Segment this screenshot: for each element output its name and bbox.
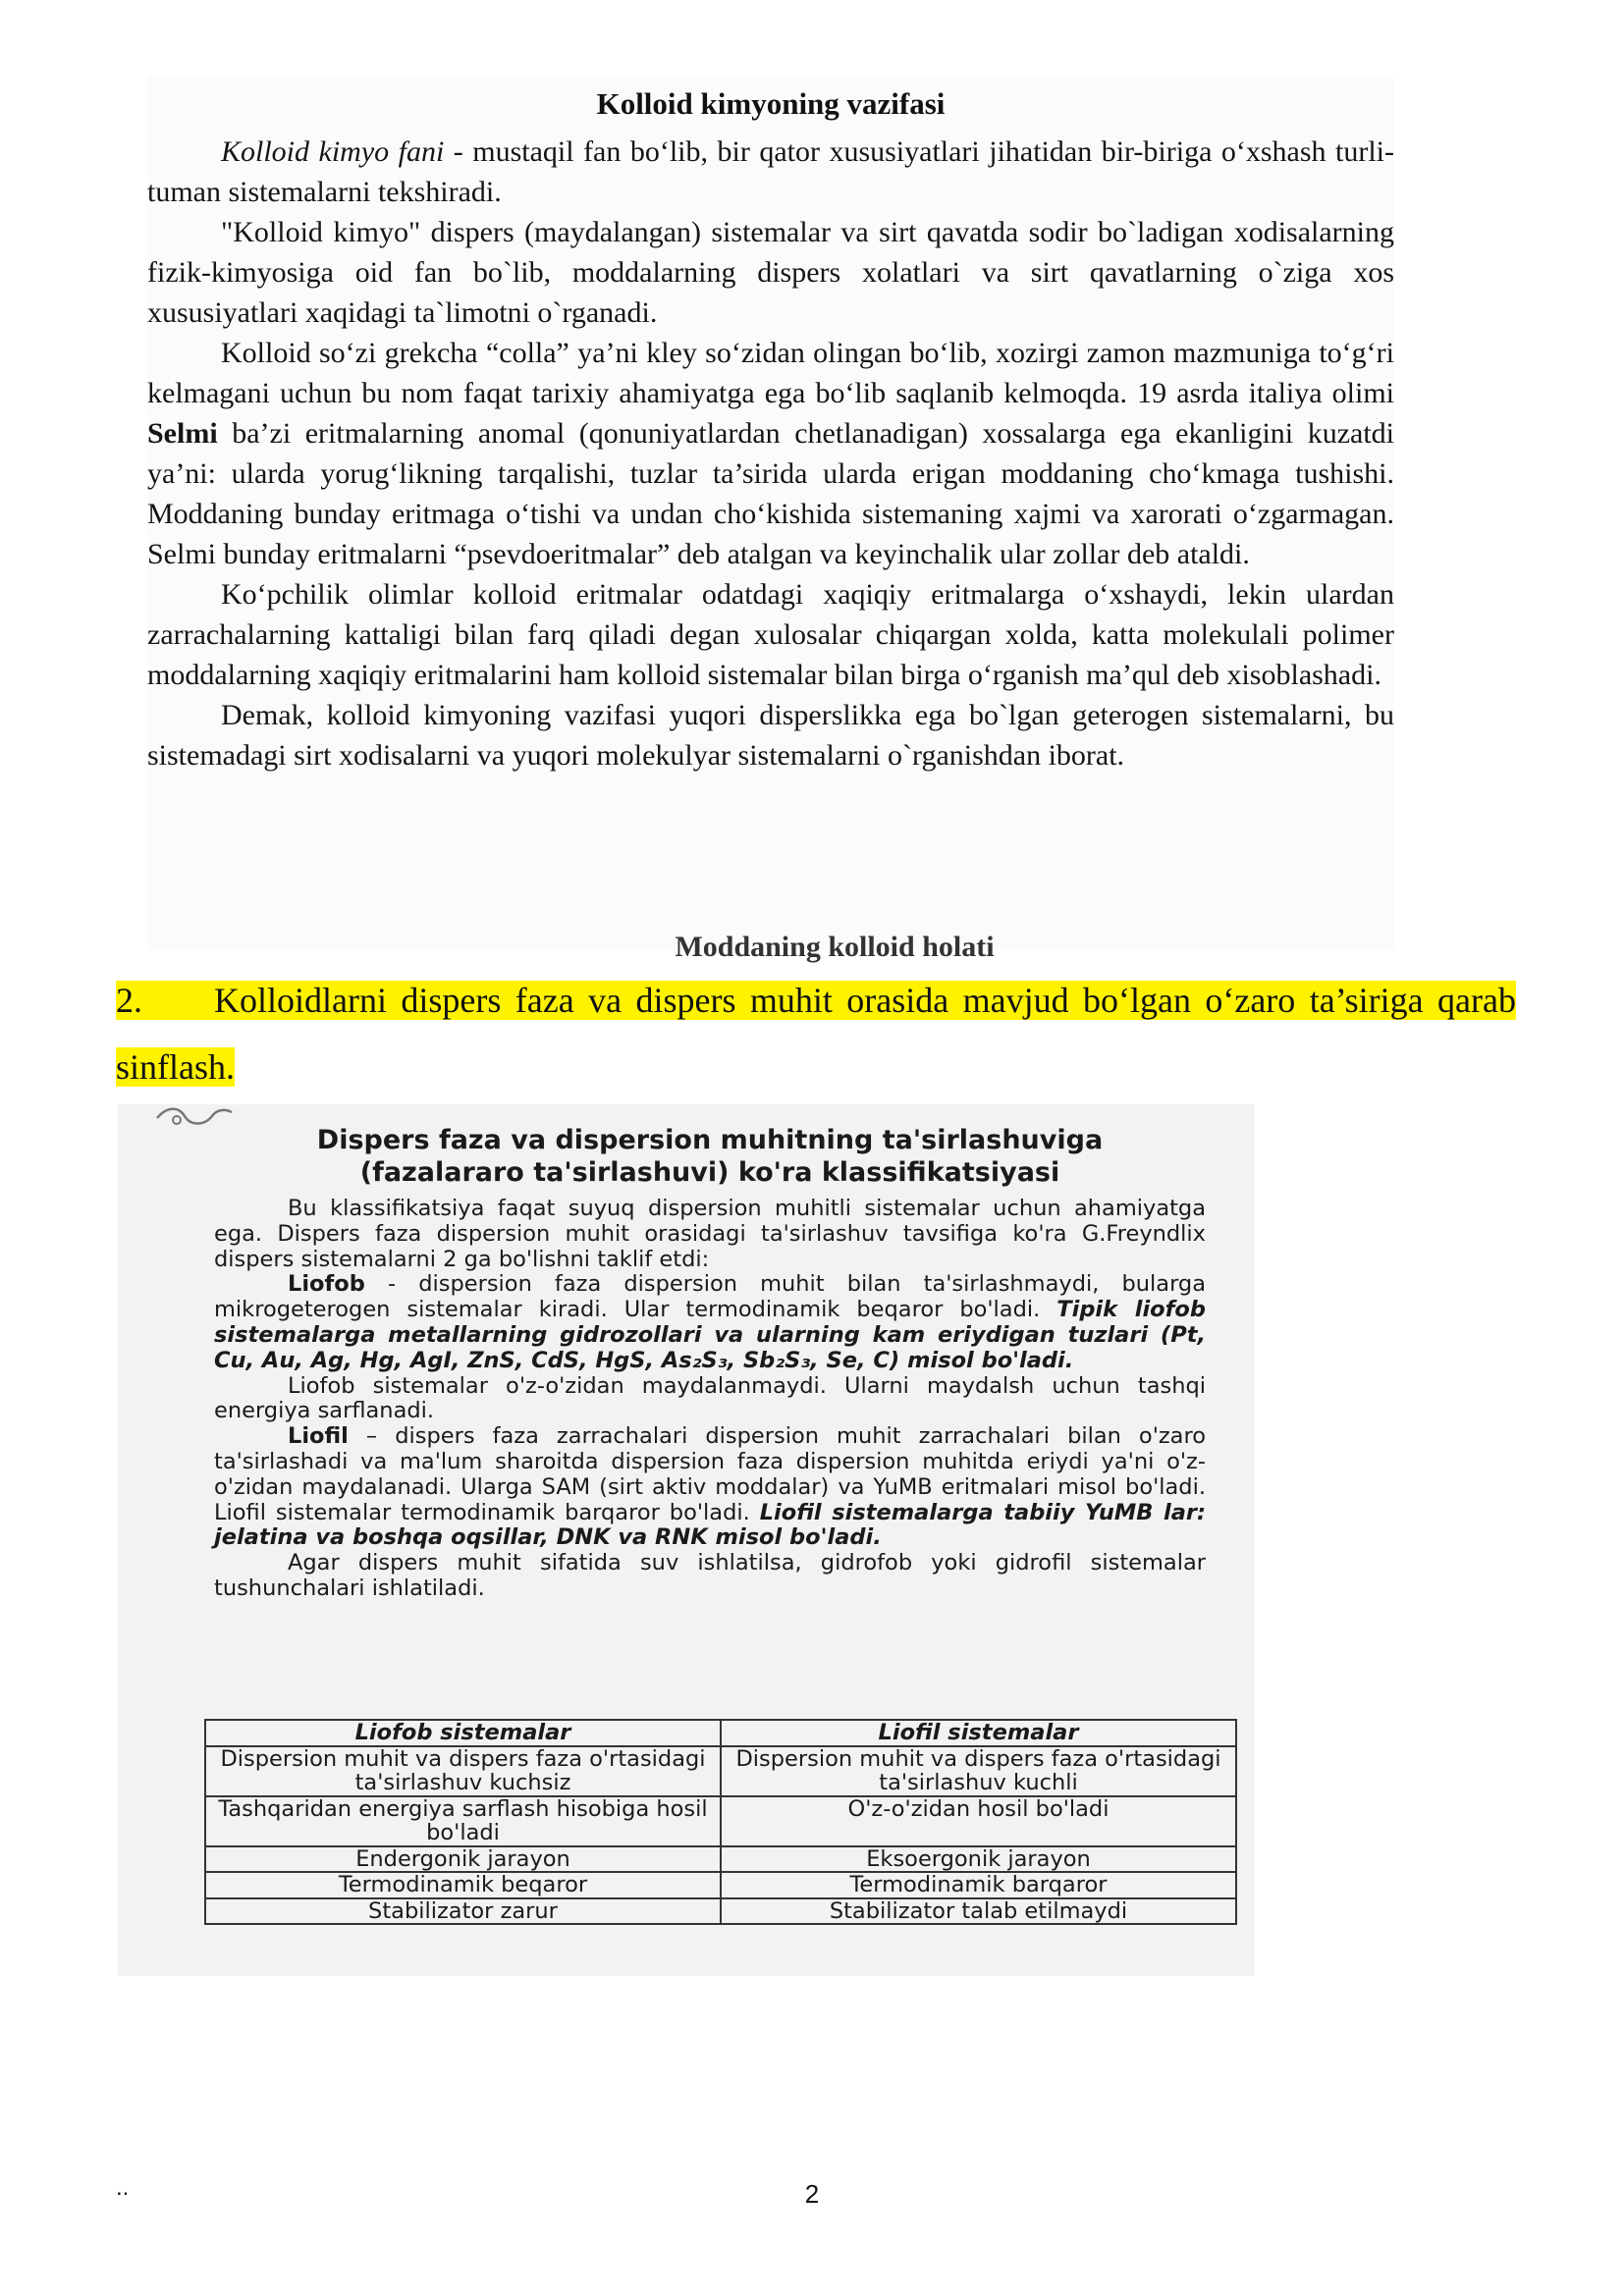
table-cell: Termodinamik beqaror	[205, 1872, 721, 1898]
scan-paragraph-liofob-2: Liofob sistemalar o'z-o'zidan maydalanmaydi. Ularni maydalsh uchun tashqi energiya sarflanadi.	[214, 1372, 1206, 1424]
highlighted-heading	[116, 967, 1516, 1100]
cutoff-heading: Moddaning kolloid holati	[675, 931, 995, 963]
bold-name: Selmi	[147, 417, 218, 450]
table-header-row	[205, 1720, 1236, 1746]
section-title: Kolloid kimyoning vazifasi	[596, 86, 946, 121]
table-row	[205, 1796, 1236, 1846]
footer-mark: ..	[116, 2174, 130, 2201]
page-number: 2	[804, 2179, 820, 2209]
italic-term: Kolloid kimyo fani	[221, 135, 445, 168]
table-cell: Tashqaridan energiya sarflash hisobiga hosil bo'ladi	[205, 1796, 721, 1846]
heading-highlight	[116, 981, 1516, 1087]
paragraph-4: Ko‘pchilik olimlar kolloid eritmalar odatdagi xaqiqiy eritmalarga o‘xshaydi, lekin ulardan zarrachalarning kattaligi bilan farq qiladi degan xulosalar chiqargan xolda, katta molekulali polimer moddalarning xaqiqiy eritmalarini ham kolloid sistemalar bilan birga o‘rganish ma’qul deb xisoblashadi.	[147, 578, 1394, 691]
paragraph-1: Kolloid kimyo fani - mustaqil fan bo‘lib, bir qator xususiyatlari jihatidan bir-biriga o‘xshash turli-tuman sistemalarni tekshiradi.	[147, 135, 1394, 208]
heading-number: 2.	[116, 981, 142, 1020]
table-header-liofil: Liofil sistemalar	[721, 1720, 1236, 1746]
table-cell: O'z-o'zidan hosil bo'ladi	[721, 1796, 1236, 1846]
table-cell: Termodinamik barqaror	[721, 1872, 1236, 1898]
table-cell: Stabilizator zarur	[205, 1898, 721, 1925]
scan-paragraph-liofob: Liofob - dispersion faza dispersion muhit bilan ta'sirlashmaydi, bularga mikrogeterogen sistemalar kiradi. Ular termodinamik beqaror bo'ladi. Tipik liofob sistemalarga metallarning gidrozollari va ularning kam eriydigan tuzlari (Pt, Cu, Au, Ag, Hg, AgI, ZnS, CdS, HgS, As₂S₃, Sb₂S₃, Se, C) misol bo'ladi.	[214, 1271, 1206, 1373]
heading-text: Kolloidlarni dispers faza va dispers muhit orasida mavjud bo‘lgan o‘zaro ta’siriga qarab sinflash.	[116, 981, 1516, 1087]
paragraph-2: "Kolloid kimyo" dispers (maydalangan) sistemalar va sirt qavatda sodir bo`ladigan xodisalarning fizik-kimyosiga oid fan bo`lib, moddalarning dispers xolatlari va sirt qavatlarning o`ziga xos xususiyatlari xaqidagi ta`limotni o`rganadi.	[147, 216, 1394, 329]
table-cell: Stabilizator talab etilmaydi	[721, 1898, 1236, 1925]
table-row	[205, 1872, 1236, 1898]
scan-content	[214, 1124, 1206, 1602]
table-row	[205, 1846, 1236, 1873]
table-cell: Eksoergonik jarayon	[721, 1846, 1236, 1873]
scan-title: Dispers faza va dispersion muhitning ta'sirlashuviga (fazalararo ta'sirlashuvi) ko'ra klassifikatsiyasi	[316, 1125, 1104, 1188]
scan-paragraph-liofil: Liofil – dispers faza zarrachalari dispersion muhit zarrachalari bilan o'zaro ta'sirlashadi va ma'lum sharoitda dispersion faza dispersion muhitda eriydi ya'ni o'z-o'zidan maydalanadi. Ularga SAM (sirt aktiv moddalar) va YuMB eritmalari misol bo'ladi. Liofil sistemalar termodinamik barqaror bo'ladi. Liofil sistemalarga tabiiy YuMB lar: jelatina va boshqa oqsillar, DNK va RNK misol bo'ladi.	[214, 1423, 1206, 1551]
paragraph-5: Demak, kolloid kimyoning vazifasi yuqori disperslikka ega bo`lgan geterogen sistemalarni, bu sistemadagi sirt xodisalarni va yuqori molekulyar sistemalarni o`rganishdan iborat.	[147, 699, 1394, 772]
scanned-image-block	[118, 1104, 1255, 1976]
table-row	[205, 1898, 1236, 1925]
table-cell: Dispersion muhit va dispers faza o'rtasidagi ta'sirlashuv kuchsiz	[205, 1746, 721, 1796]
table-cell: Dispersion muhit va dispers faza o'rtasidagi ta'sirlashuv kuchli	[721, 1746, 1236, 1796]
table-cell: Endergonik jarayon	[205, 1846, 721, 1873]
comparison-table	[204, 1719, 1237, 1925]
table-header-liofob: Liofob sistemalar	[205, 1720, 721, 1746]
scan-paragraph-last: Agar dispers muhit sifatida suv ishlatilsa, gidrofob yoki gidrofil sistemalar tushunchalari ishlatiladi.	[214, 1550, 1206, 1601]
scanned-text-block	[147, 77, 1394, 963]
paragraph-3: Kolloid so‘zi grekcha “colla” ya’ni kley so‘zidan olingan bo‘lib, xozirgi zamon mazmuniga to‘g‘ri kelmagani uchun bu nom faqat tarixiy ahamiyatga ega bo‘lib saqlanib kelmoqda. 19 asrda italiya olimi Selmi ba’zi eritmalarning anomal (qonuniyatlardan chetlanadigan) xossalarga ega ekanligini kuzatdi ya’ni: ularda yorug‘likning tarqalishi, tuzlar ta’sirida ularda erigan moddaning cho‘kmaga tushishi. Moddaning bunday eritmaga o‘tishi va undan cho‘kishida sistemaning xajmi va xarorati o‘zgarmagan. Selmi bunday eritmalarni “psevdoeritmalar” deb atalgan va keyinchalik ular zollar deb ataldi.	[147, 337, 1394, 570]
scan-paragraph-intro: Bu klassifikatsiya faqat suyuq dispersion muhitli sistemalar uchun ahamiyatga ega. Dispers faza dispersion muhit orasidagi ta'sirlashuv tavsifiga ko'ra G.Freyndlix dispers sistemalarni 2 ga bo'lishni taklif etdi:	[214, 1196, 1206, 1272]
table-row	[205, 1746, 1236, 1796]
